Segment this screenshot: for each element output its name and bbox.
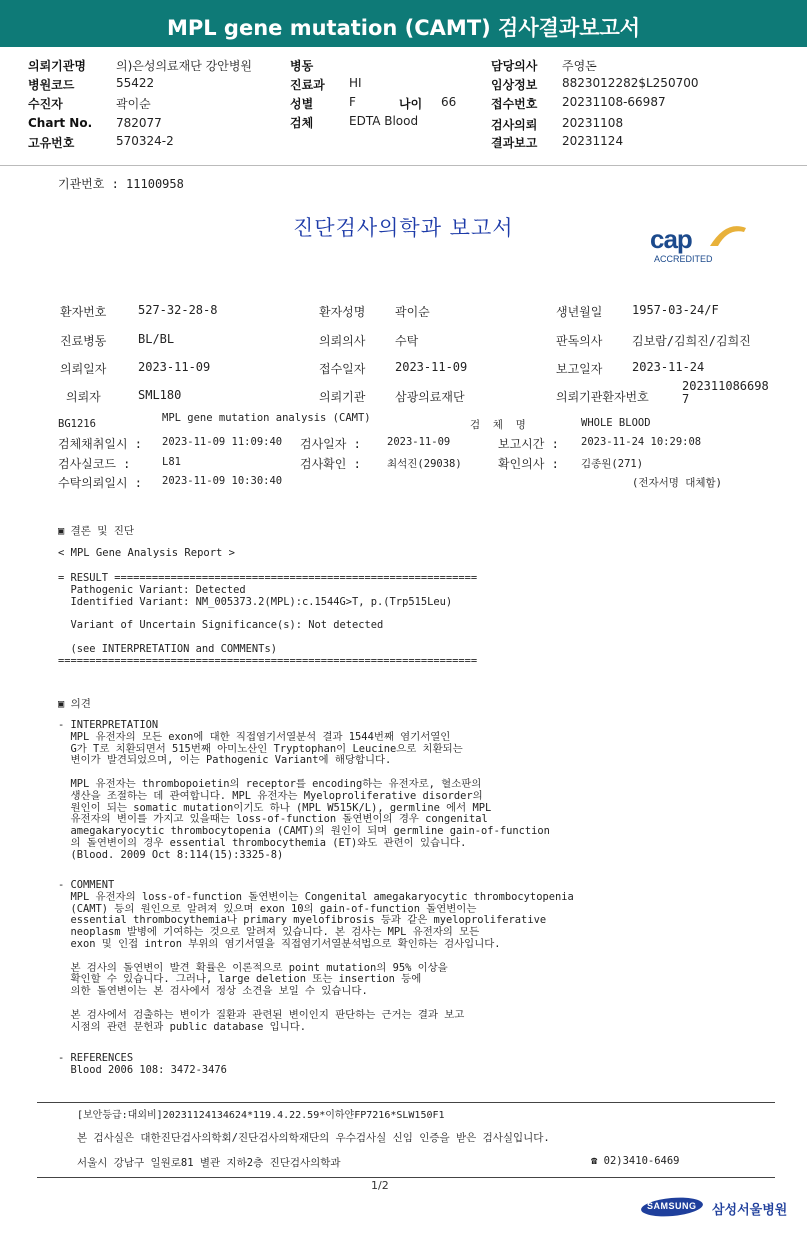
interpretation-block: - INTERPRETATION MPL 유전자의 모든 exon에 대한 직접염기서열분석 결과 1544번째 염기서열인 G가 T로 치환되면서 515번째 아미노산인 Tryptophan이 Leucine으로 치환되는 변이가 발견되었으며, 이는 Pathogenic Variant에 해당합니다. MPL 유전자는 thrombopoietin의 receptor를 encoding하는 유전자로, 혈소판의 생산을 조절하는 데 관여합니다. MPL 유전자는 Myeloproliferative disorder의 원인이 되는 somatic mutation이기도 하나 (MPL W515K/L), germline 에서 MPL 유전자의 변이를 가지고 있을때는 loss-of-function 돌연변이의 경우 congenital amegakaryocytic thrombocytopenia (CAMT)의 원인이 되며 germline gain-of-function 의 돌연변이의 경우 essential thrombocythemia (ET)와도 관련이 있습니다. (Blood. 2009 Oct 8:114(15):3325-8) (58, 719, 550, 861)
header-label: 의뢰기관명 (28, 59, 86, 73)
room-label: 검사실코드 : (58, 457, 131, 471)
header-label: Chart No. (28, 116, 93, 130)
header-value: 20231108-66987 (562, 95, 666, 109)
header-label: 접수번호 (491, 97, 538, 111)
room-value: L81 (162, 456, 181, 468)
header-label: 성별 (290, 97, 314, 111)
patient-value: 곽이순 (395, 305, 430, 319)
header-value: 55422 (116, 76, 155, 90)
doctor-value: 김종원(271) (581, 458, 644, 470)
header-label: 병동 (290, 59, 314, 73)
patient-value: 202311086698 7 (682, 379, 769, 406)
patient-label: 진료병동 (60, 334, 107, 348)
header-label: 고유번호 (28, 136, 75, 150)
header-label: 담당의사 (491, 59, 538, 73)
patient-label: 판독의사 (556, 334, 603, 348)
patient-label: 의뢰기관 (319, 390, 366, 404)
phone-line: ☎ 02)3410-6469 (591, 1155, 680, 1167)
patient-label: 접수일자 (319, 362, 366, 376)
collect-value: 2023-11-09 11:09:40 (162, 436, 283, 448)
cap-logo-sub: ACCREDITED (654, 254, 713, 264)
samsung-hospital-name: 삼성서울병원 (712, 1203, 788, 1218)
header-value: F (349, 95, 356, 109)
header-label: 임상정보 (491, 78, 538, 92)
confirm-label: 검사확인 : (300, 457, 361, 471)
report-title-bar (0, 0, 807, 47)
header-label: 수진자 (28, 97, 63, 111)
header-value: 주영돈 (562, 59, 597, 73)
patient-label: 생년월일 (556, 305, 603, 319)
confirm-value: 최석진(29038) (387, 458, 462, 470)
patient-label: 보고일자 (556, 362, 603, 376)
collect-label: 검체채취일시 : (58, 437, 143, 451)
institution-number: 기관번호 : 11100958 (58, 177, 184, 191)
samsung-brand: SAMSUNG (647, 1201, 697, 1211)
test-name: MPL gene mutation analysis (CAMT) (162, 412, 371, 424)
comment-block: - COMMENT MPL 유전자의 loss-of-function 돌연변이는 Congenital amegakaryocytic thrombocytopenia (CAMT) 등의 원인으로 알려져 있으며 exon 10의 gain-of-function 돌연변이는 essential thrombocythemia나 primary myelofibrosis 등과 같은 myeloproliferative neoplasm 발병에 기여하는 것으로 알려져 있습니다. 본 검사는 MPL 유전자의 모든 exon 및 인접 intron 부위의 염기서열을 직접염기서열분석법으로 확인하는 검사입니다. 본 검사의 돌연변이 발견 확률은 이론적으로 point mutation의 95% 이상을 확인할 수 있습니다. 그러나, large deletion 또는 insertion 등에 의한 돌연변이는 본 검사에서 정상 소견을 보일 수 있습니다. 본 검사에서 검출하는 변이가 질환과 관련된 변이인지 판단하는 근거는 결과 보고 시점의 관련 문헌과 public database 입니다. (58, 879, 574, 1033)
test-code: BG1216 (58, 418, 96, 430)
patient-value: 2023-11-09 (138, 360, 211, 374)
testdate-label: 검사일자 : (300, 437, 361, 451)
testdate-value: 2023-11-09 (387, 436, 451, 448)
patient-value: 1957-03-24/F (632, 303, 719, 317)
header-value: 20231124 (562, 134, 624, 148)
report-footer (37, 1102, 775, 1178)
request-value: 2023-11-09 10:30:40 (162, 475, 283, 487)
patient-label: 의뢰기관환자번호 (556, 390, 649, 404)
header-label: 병원코드 (28, 78, 75, 92)
patient-label: 환자성명 (319, 305, 366, 319)
header-value: 8823012282$L250700 (562, 76, 699, 90)
specimen-value: WHOLE BLOOD (581, 417, 651, 429)
reporttime-label: 보고시간 : (498, 437, 559, 451)
header-label: 검사의뢰 (491, 118, 538, 132)
conclusion-heading: ▣ 결론 및 진단 (58, 525, 135, 537)
header-value: 20231108 (562, 116, 624, 130)
patient-value: 수탁 (395, 334, 419, 348)
header-value: 570324-2 (116, 134, 174, 148)
header-value: 782077 (116, 116, 162, 130)
patient-value: 2023-11-09 (395, 360, 468, 374)
patient-label: 의뢰일자 (60, 362, 107, 376)
analysis-report-title: < MPL Gene Analysis Report > (58, 547, 236, 559)
patient-value: 527-32-28-8 (138, 303, 218, 317)
patient-value: 삼광의료재단 (395, 390, 465, 404)
result-block: = RESULT ========================================================== Pathogenic Variant: Detected Identified Variant: NM_005373.2(MPL):c.1544G>T, p.(Trp515Leu) Variant of Uncertain Significance(s): Not detected (see INTERPRETATION and COMMENTs) =================================================================== (58, 572, 478, 667)
order-header (0, 47, 807, 166)
patient-value: BL/BL (138, 332, 175, 346)
specimen-label: 검 체 명 (470, 419, 526, 431)
age-value: 66 (441, 95, 457, 109)
patient-label: 의뢰자 (66, 390, 101, 404)
report-document-title: 진단검사의학과 보고서 (293, 216, 514, 240)
esign-note: (전자서명 대체함) (632, 477, 722, 489)
address-line: 서울시 강남구 일원로81 별관 지하2층 진단검사의학과 (77, 1157, 341, 1169)
cap-logo-text: cap (650, 224, 692, 254)
request-label: 수탁의뢰일시 : (58, 476, 143, 490)
header-value: 곽이순 (116, 97, 151, 111)
page-number: 1/2 (371, 1179, 389, 1192)
header-value: HI (349, 76, 362, 90)
patient-label: 환자번호 (60, 305, 107, 319)
scanned-report (0, 166, 807, 1240)
patient-value: 김보람/김희진/김희진 (632, 334, 751, 348)
opinion-heading: ▣ 의견 (58, 698, 91, 710)
patient-value: 2023-11-24 (632, 360, 705, 374)
header-label: 결과보고 (491, 136, 538, 150)
certification-line: 본 검사실은 대한진단검사의학회/진단검사의학재단의 우수검사실 신임 인증을 받은 검사실입니다. (77, 1132, 550, 1144)
doctor-label: 확인의사 : (498, 457, 559, 471)
header-value: 의)은성의료재단 강안병원 (116, 59, 253, 73)
header-value: EDTA Blood (349, 114, 419, 128)
patient-value: SML180 (138, 388, 182, 402)
cap-accredited-logo (648, 218, 752, 268)
patient-label: 의뢰의사 (319, 334, 366, 348)
security-line: [보안등급:대외비]20231124134624*119.4.22.59*이하얀FP7216*SLW150F1 (77, 1110, 445, 1121)
reporttime-value: 2023-11-24 10:29:08 (581, 436, 702, 448)
references-block: - REFERENCES Blood 2006 108: 3472-3476 (58, 1052, 227, 1076)
header-label: 진료과 (290, 78, 325, 92)
age-label: 나이 (399, 97, 423, 111)
header-label: 검체 (290, 116, 314, 130)
report-title: MPL gene mutation (CAMT) 검사결과보고서 (166, 16, 641, 40)
